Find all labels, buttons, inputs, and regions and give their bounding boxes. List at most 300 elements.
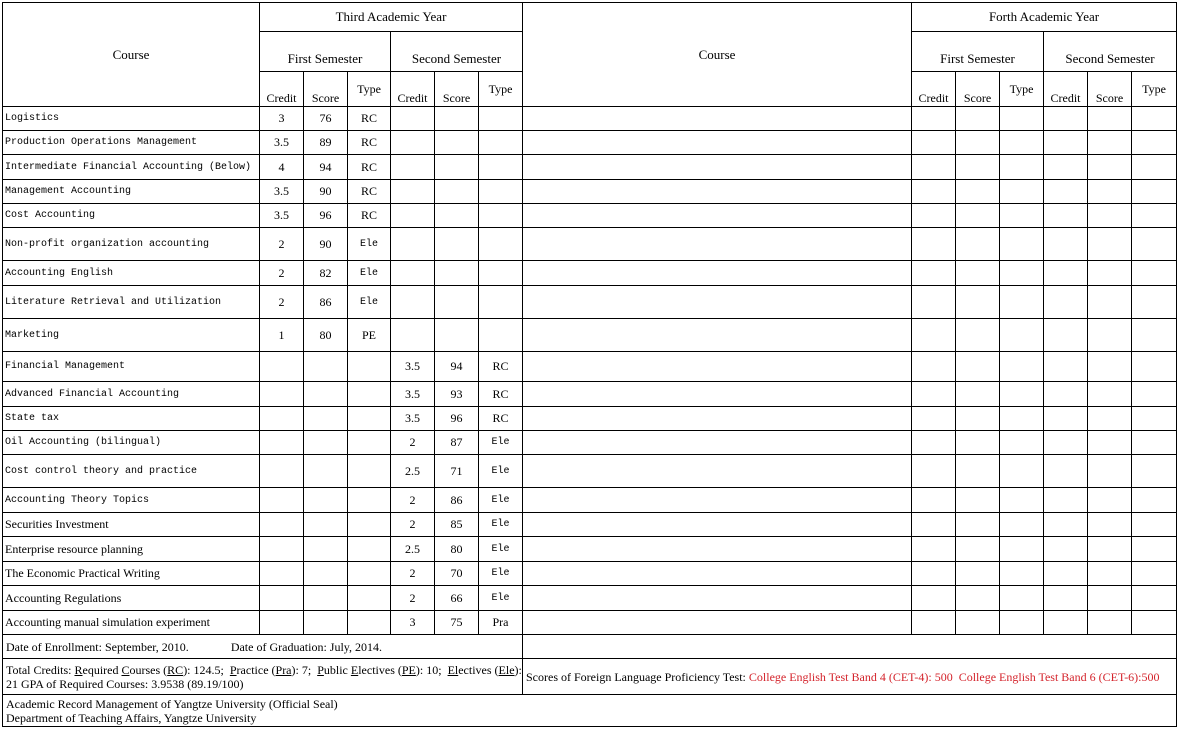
fourth-year-empty-cell bbox=[912, 562, 956, 586]
fourth-year-empty-cell bbox=[1044, 562, 1088, 586]
third-first-score: 90 bbox=[304, 180, 348, 204]
course-name: Cost control theory and practice bbox=[3, 455, 260, 488]
course-name: Accounting English bbox=[3, 261, 260, 286]
third-first-score: 82 bbox=[304, 261, 348, 286]
fourth-year-empty-cell bbox=[1088, 286, 1132, 319]
empty-cell bbox=[523, 635, 1177, 659]
third-first-credit bbox=[260, 586, 304, 611]
third-second-credit bbox=[391, 155, 435, 180]
fourth-year-empty-cell bbox=[1132, 611, 1177, 635]
third-first-credit bbox=[260, 488, 304, 513]
fourth-year-empty-cell bbox=[956, 407, 1000, 431]
third-second-credit: 2 bbox=[391, 562, 435, 586]
fourth-year-empty-cell bbox=[1132, 204, 1177, 228]
course-name: Literature Retrieval and Utilization bbox=[3, 286, 260, 319]
third-second-score: 71 bbox=[435, 455, 479, 488]
third-second-score bbox=[435, 131, 479, 155]
third-second-credit: 2 bbox=[391, 431, 435, 455]
fourth-year-empty-cell bbox=[1088, 537, 1132, 562]
fourth-year-empty-cell bbox=[1044, 488, 1088, 513]
third-second-credit bbox=[391, 180, 435, 204]
third-first-type bbox=[348, 431, 391, 455]
fourth-year-empty-cell bbox=[1088, 407, 1132, 431]
fourth-year-empty-cell bbox=[1044, 286, 1088, 319]
third-first-type: PE bbox=[348, 319, 391, 352]
fourth-year-empty-cell bbox=[912, 586, 956, 611]
fourth-year-empty-cell bbox=[1088, 431, 1132, 455]
fourth-year-course-cell bbox=[523, 319, 912, 352]
third-second-credit: 3.5 bbox=[391, 352, 435, 382]
third-second-type: Ele bbox=[479, 488, 523, 513]
third-second-score: 96 bbox=[435, 407, 479, 431]
third-first-score bbox=[304, 562, 348, 586]
third-second-type: Ele bbox=[479, 537, 523, 562]
fourth-year-empty-cell bbox=[1132, 586, 1177, 611]
course-name: Management Accounting bbox=[3, 180, 260, 204]
third-second-type bbox=[479, 204, 523, 228]
third-first-type bbox=[348, 537, 391, 562]
fourth-year-empty-cell bbox=[1000, 352, 1044, 382]
type-header: Type bbox=[479, 72, 523, 107]
table-row bbox=[3, 488, 1177, 513]
fourth-year-empty-cell bbox=[1044, 513, 1088, 537]
foreign-language-scores: Scores of Foreign Language Proficiency Test: College English Test Band 4 (CET-4): 500 College English Test Band 6 (CET-6):500 bbox=[523, 659, 1177, 695]
fourth-year-course-cell bbox=[523, 131, 912, 155]
fourth-year-empty-cell bbox=[912, 131, 956, 155]
fourth-year-course-cell bbox=[523, 352, 912, 382]
table-row bbox=[3, 180, 1177, 204]
fourth-year-empty-cell bbox=[1000, 611, 1044, 635]
fourth-year-empty-cell bbox=[912, 455, 956, 488]
fourth-year-empty-cell bbox=[1132, 180, 1177, 204]
fourth-year-empty-cell bbox=[956, 562, 1000, 586]
third-first-score bbox=[304, 611, 348, 635]
third-second-semester-header: Second Semester bbox=[391, 32, 523, 72]
third-first-score bbox=[304, 382, 348, 407]
table-row bbox=[3, 286, 1177, 319]
fourth-year-empty-cell bbox=[1000, 407, 1044, 431]
third-first-score bbox=[304, 537, 348, 562]
third-second-score: 66 bbox=[435, 586, 479, 611]
fourth-year-empty-cell bbox=[1132, 562, 1177, 586]
fourth-year-empty-cell bbox=[1088, 131, 1132, 155]
course-name: State tax bbox=[3, 407, 260, 431]
third-first-score bbox=[304, 352, 348, 382]
third-second-type: Ele bbox=[479, 455, 523, 488]
fourth-year-empty-cell bbox=[912, 513, 956, 537]
third-first-credit: 2 bbox=[260, 228, 304, 261]
third-second-score bbox=[435, 155, 479, 180]
third-second-score bbox=[435, 107, 479, 131]
type-header: Type bbox=[1132, 72, 1177, 107]
table-row bbox=[3, 611, 1177, 635]
fourth-year-empty-cell bbox=[912, 319, 956, 352]
third-first-credit bbox=[260, 513, 304, 537]
third-second-score bbox=[435, 228, 479, 261]
credit-header: Credit bbox=[260, 72, 304, 107]
fourth-year-empty-cell bbox=[912, 228, 956, 261]
fourth-year-empty-cell bbox=[1044, 455, 1088, 488]
table-row bbox=[3, 586, 1177, 611]
fourth-year-empty-cell bbox=[1088, 204, 1132, 228]
fourth-year-empty-cell bbox=[912, 155, 956, 180]
third-first-credit bbox=[260, 407, 304, 431]
fourth-year-course-cell bbox=[523, 513, 912, 537]
third-second-type bbox=[479, 155, 523, 180]
third-second-type: Ele bbox=[479, 562, 523, 586]
third-second-credit: 3.5 bbox=[391, 382, 435, 407]
third-first-credit: 3 bbox=[260, 107, 304, 131]
third-first-credit bbox=[260, 352, 304, 382]
third-first-credit: 3.5 bbox=[260, 204, 304, 228]
third-second-type: RC bbox=[479, 407, 523, 431]
third-second-credit: 3.5 bbox=[391, 407, 435, 431]
third-second-credit bbox=[391, 261, 435, 286]
third-first-score: 94 bbox=[304, 155, 348, 180]
fourth-year-empty-cell bbox=[1000, 180, 1044, 204]
third-second-type: RC bbox=[479, 352, 523, 382]
fourth-year-empty-cell bbox=[1132, 488, 1177, 513]
type-header: Type bbox=[348, 72, 391, 107]
third-second-type: Pra bbox=[479, 611, 523, 635]
score-header: Score bbox=[1088, 72, 1132, 107]
cet6-score: College English Test Band 6 (CET-6):500 bbox=[958, 669, 1160, 684]
fourth-year-empty-cell bbox=[956, 261, 1000, 286]
fourth-year-empty-cell bbox=[1000, 513, 1044, 537]
fourth-year-header: Forth Academic Year bbox=[912, 3, 1177, 32]
third-second-score bbox=[435, 319, 479, 352]
third-first-credit bbox=[260, 537, 304, 562]
third-second-score: 75 bbox=[435, 611, 479, 635]
fourth-year-empty-cell bbox=[1088, 488, 1132, 513]
fourth-year-empty-cell bbox=[956, 611, 1000, 635]
course-name: Securities Investment bbox=[3, 513, 260, 537]
third-first-type: RC bbox=[348, 107, 391, 131]
third-second-type bbox=[479, 180, 523, 204]
fourth-year-course-cell bbox=[523, 537, 912, 562]
score-header: Score bbox=[956, 72, 1000, 107]
fourth-year-empty-cell bbox=[1000, 488, 1044, 513]
third-first-credit: 2 bbox=[260, 261, 304, 286]
table-row bbox=[3, 382, 1177, 407]
fourth-year-course-cell bbox=[523, 204, 912, 228]
fourth-year-empty-cell bbox=[912, 286, 956, 319]
table-row bbox=[3, 352, 1177, 382]
third-first-type bbox=[348, 586, 391, 611]
fourth-year-empty-cell bbox=[1044, 204, 1088, 228]
table-row bbox=[3, 131, 1177, 155]
fourth-year-course-cell bbox=[523, 155, 912, 180]
fourth-year-empty-cell bbox=[912, 352, 956, 382]
fourth-year-empty-cell bbox=[1132, 131, 1177, 155]
third-first-type bbox=[348, 352, 391, 382]
fourth-year-empty-cell bbox=[1132, 513, 1177, 537]
fourth-year-empty-cell bbox=[1044, 407, 1088, 431]
fourth-year-empty-cell bbox=[1044, 611, 1088, 635]
fourth-year-empty-cell bbox=[1044, 431, 1088, 455]
fourth-year-empty-cell bbox=[1088, 228, 1132, 261]
third-first-type: Ele bbox=[348, 228, 391, 261]
third-second-score: 85 bbox=[435, 513, 479, 537]
third-first-credit: 1 bbox=[260, 319, 304, 352]
third-first-type: RC bbox=[348, 204, 391, 228]
fourth-year-empty-cell bbox=[1132, 352, 1177, 382]
third-second-score: 80 bbox=[435, 537, 479, 562]
fourth-year-empty-cell bbox=[1132, 537, 1177, 562]
third-first-type bbox=[348, 611, 391, 635]
fourth-year-empty-cell bbox=[1088, 586, 1132, 611]
fourth-year-course-cell bbox=[523, 286, 912, 319]
third-first-score bbox=[304, 455, 348, 488]
fourth-year-empty-cell bbox=[1000, 537, 1044, 562]
third-first-score: 90 bbox=[304, 228, 348, 261]
third-second-score: 86 bbox=[435, 488, 479, 513]
course-name: Accounting Regulations bbox=[3, 586, 260, 611]
third-first-semester-header: First Semester bbox=[260, 32, 391, 72]
credit-header: Credit bbox=[391, 72, 435, 107]
third-second-type bbox=[479, 131, 523, 155]
fourth-year-empty-cell bbox=[1132, 319, 1177, 352]
third-first-type: RC bbox=[348, 180, 391, 204]
fourth-year-empty-cell bbox=[1044, 155, 1088, 180]
fourth-year-course-cell bbox=[523, 611, 912, 635]
fourth-year-empty-cell bbox=[1088, 455, 1132, 488]
fourth-year-empty-cell bbox=[956, 513, 1000, 537]
course-name: Accounting Theory Topics bbox=[3, 488, 260, 513]
fourth-year-empty-cell bbox=[1088, 261, 1132, 286]
third-second-type bbox=[479, 107, 523, 131]
third-second-type: Ele bbox=[479, 513, 523, 537]
fourth-year-course-cell bbox=[523, 382, 912, 407]
third-first-type bbox=[348, 513, 391, 537]
course-name: Advanced Financial Accounting bbox=[3, 382, 260, 407]
third-second-score: 93 bbox=[435, 382, 479, 407]
third-first-credit: 2 bbox=[260, 286, 304, 319]
third-first-type bbox=[348, 455, 391, 488]
fourth-year-empty-cell bbox=[1088, 611, 1132, 635]
fourth-year-empty-cell bbox=[1044, 107, 1088, 131]
third-first-credit bbox=[260, 562, 304, 586]
third-second-type bbox=[479, 261, 523, 286]
fourth-year-empty-cell bbox=[1000, 586, 1044, 611]
fourth-year-empty-cell bbox=[1088, 180, 1132, 204]
third-second-score: 87 bbox=[435, 431, 479, 455]
fourth-year-empty-cell bbox=[912, 382, 956, 407]
third-second-credit bbox=[391, 131, 435, 155]
fourth-year-empty-cell bbox=[1044, 586, 1088, 611]
fourth-year-course-cell bbox=[523, 261, 912, 286]
credit-header: Credit bbox=[912, 72, 956, 107]
course-name: Marketing bbox=[3, 319, 260, 352]
third-first-credit bbox=[260, 455, 304, 488]
fourth-year-empty-cell bbox=[912, 537, 956, 562]
third-second-score bbox=[435, 286, 479, 319]
fourth-year-empty-cell bbox=[956, 537, 1000, 562]
fourth-year-empty-cell bbox=[1000, 319, 1044, 352]
third-second-credit: 3 bbox=[391, 611, 435, 635]
fourth-year-empty-cell bbox=[912, 180, 956, 204]
third-second-credit: 2 bbox=[391, 586, 435, 611]
course-name: Production Operations Management bbox=[3, 131, 260, 155]
fourth-year-empty-cell bbox=[1000, 204, 1044, 228]
third-first-score: 89 bbox=[304, 131, 348, 155]
course-rows bbox=[3, 107, 1177, 635]
fourth-year-empty-cell bbox=[1132, 228, 1177, 261]
fourth-year-empty-cell bbox=[956, 107, 1000, 131]
fourth-year-course-cell bbox=[523, 407, 912, 431]
course-name: Enterprise resource planning bbox=[3, 537, 260, 562]
fourth-year-empty-cell bbox=[1088, 107, 1132, 131]
fourth-year-empty-cell bbox=[1088, 562, 1132, 586]
fourth-year-empty-cell bbox=[1044, 180, 1088, 204]
fourth-year-empty-cell bbox=[1044, 382, 1088, 407]
third-second-type bbox=[479, 319, 523, 352]
fourth-year-empty-cell bbox=[912, 611, 956, 635]
third-first-credit bbox=[260, 611, 304, 635]
fourth-year-empty-cell bbox=[1000, 228, 1044, 261]
course-name: The Economic Practical Writing bbox=[3, 562, 260, 586]
course-name: Cost Accounting bbox=[3, 204, 260, 228]
course-name: Accounting manual simulation experiment bbox=[3, 611, 260, 635]
transcript-table bbox=[2, 2, 1177, 727]
fourth-year-empty-cell bbox=[912, 431, 956, 455]
table-row bbox=[3, 228, 1177, 261]
fourth-year-empty-cell bbox=[1044, 131, 1088, 155]
enrollment-dates bbox=[3, 635, 523, 659]
fourth-year-empty-cell bbox=[956, 180, 1000, 204]
fourth-year-empty-cell bbox=[1132, 455, 1177, 488]
enrollment-date: Date of Enrollment: September, 2010. bbox=[6, 639, 189, 654]
fourth-year-empty-cell bbox=[1132, 382, 1177, 407]
fourth-year-course-cell bbox=[523, 562, 912, 586]
table-row bbox=[3, 537, 1177, 562]
third-second-score bbox=[435, 180, 479, 204]
fourth-year-course-cell bbox=[523, 228, 912, 261]
table-row bbox=[3, 513, 1177, 537]
fourth-year-empty-cell bbox=[1044, 261, 1088, 286]
course-name: Oil Accounting (bilingual) bbox=[3, 431, 260, 455]
third-second-type bbox=[479, 286, 523, 319]
fourth-year-empty-cell bbox=[1000, 286, 1044, 319]
fourth-year-course-cell bbox=[523, 488, 912, 513]
fourth-year-empty-cell bbox=[1000, 455, 1044, 488]
fourth-year-empty-cell bbox=[1044, 537, 1088, 562]
fourth-year-empty-cell bbox=[956, 455, 1000, 488]
third-second-credit bbox=[391, 204, 435, 228]
third-second-score: 94 bbox=[435, 352, 479, 382]
course-header-left: Course bbox=[3, 3, 260, 107]
seal-line-1: Academic Record Management of Yangtze University (Official Seal) bbox=[6, 696, 338, 711]
third-first-type bbox=[348, 407, 391, 431]
table-row bbox=[3, 319, 1177, 352]
fourth-year-empty-cell bbox=[1000, 261, 1044, 286]
third-first-score: 96 bbox=[304, 204, 348, 228]
course-name: Intermediate Financial Accounting (Below) bbox=[3, 155, 260, 180]
fourth-year-empty-cell bbox=[1132, 261, 1177, 286]
fourth-year-empty-cell bbox=[1132, 107, 1177, 131]
third-second-credit: 2 bbox=[391, 488, 435, 513]
table-row bbox=[3, 455, 1177, 488]
fourth-year-empty-cell bbox=[912, 407, 956, 431]
third-second-credit: 2.5 bbox=[391, 455, 435, 488]
fourth-year-empty-cell bbox=[956, 204, 1000, 228]
gpa-line: 21 GPA of Required Courses: 3.9538 (89.19/100) bbox=[6, 676, 244, 691]
total-credits-summary: Total Credits: Required Courses (RC): 124.5; Practice (Pra): 7; Public Electives (PE): 10; Electives (Ele): 21 GPA of Required Courses: 3.9538 (89.19/100) bbox=[3, 659, 523, 695]
fourth-year-empty-cell bbox=[1088, 155, 1132, 180]
fourth-year-empty-cell bbox=[956, 286, 1000, 319]
fourth-year-empty-cell bbox=[956, 352, 1000, 382]
third-first-type: RC bbox=[348, 131, 391, 155]
table-row bbox=[3, 431, 1177, 455]
third-second-type bbox=[479, 228, 523, 261]
fourth-year-course-cell bbox=[523, 431, 912, 455]
third-second-credit bbox=[391, 319, 435, 352]
third-first-score: 80 bbox=[304, 319, 348, 352]
fourth-year-empty-cell bbox=[1044, 228, 1088, 261]
fourth-year-empty-cell bbox=[912, 107, 956, 131]
table-row bbox=[3, 155, 1177, 180]
fourth-year-empty-cell bbox=[956, 431, 1000, 455]
fourth-year-course-cell bbox=[523, 107, 912, 131]
course-name: Non-profit organization accounting bbox=[3, 228, 260, 261]
score-header: Score bbox=[435, 72, 479, 107]
third-first-score: 76 bbox=[304, 107, 348, 131]
fourth-year-empty-cell bbox=[1000, 155, 1044, 180]
fourth-year-empty-cell bbox=[956, 155, 1000, 180]
fourth-year-empty-cell bbox=[1044, 319, 1088, 352]
course-header-right: Course bbox=[523, 3, 912, 107]
fourth-first-semester-header: First Semester bbox=[912, 32, 1044, 72]
third-first-type: Ele bbox=[348, 261, 391, 286]
third-second-score: 70 bbox=[435, 562, 479, 586]
fourth-year-empty-cell bbox=[956, 319, 1000, 352]
table-row bbox=[3, 562, 1177, 586]
table-row bbox=[3, 107, 1177, 131]
third-second-type: Ele bbox=[479, 586, 523, 611]
third-first-credit: 3.5 bbox=[260, 131, 304, 155]
fourth-year-course-cell bbox=[523, 586, 912, 611]
table-row bbox=[3, 261, 1177, 286]
fourth-year-empty-cell bbox=[1088, 319, 1132, 352]
third-second-credit bbox=[391, 107, 435, 131]
fourth-year-empty-cell bbox=[912, 488, 956, 513]
official-seal-block bbox=[3, 695, 1177, 727]
fourth-year-empty-cell bbox=[956, 228, 1000, 261]
third-first-type bbox=[348, 382, 391, 407]
fourth-year-empty-cell bbox=[1000, 107, 1044, 131]
fourth-year-empty-cell bbox=[1000, 562, 1044, 586]
third-second-credit bbox=[391, 228, 435, 261]
table-row bbox=[3, 204, 1177, 228]
fourth-second-semester-header: Second Semester bbox=[1044, 32, 1177, 72]
fourth-year-empty-cell bbox=[1132, 155, 1177, 180]
fourth-year-empty-cell bbox=[1132, 431, 1177, 455]
third-first-type: RC bbox=[348, 155, 391, 180]
fourth-year-empty-cell bbox=[1044, 352, 1088, 382]
third-second-credit: 2 bbox=[391, 513, 435, 537]
third-year-header: Third Academic Year bbox=[260, 3, 523, 32]
third-first-score bbox=[304, 586, 348, 611]
third-first-score bbox=[304, 407, 348, 431]
score-header: Score bbox=[304, 72, 348, 107]
third-first-credit: 3.5 bbox=[260, 180, 304, 204]
seal-line-2: Department of Teaching Affairs, Yangtze University bbox=[6, 710, 257, 725]
third-first-type bbox=[348, 488, 391, 513]
fourth-year-empty-cell bbox=[956, 586, 1000, 611]
credit-header: Credit bbox=[1044, 72, 1088, 107]
fourth-year-empty-cell bbox=[1132, 286, 1177, 319]
third-first-score bbox=[304, 431, 348, 455]
